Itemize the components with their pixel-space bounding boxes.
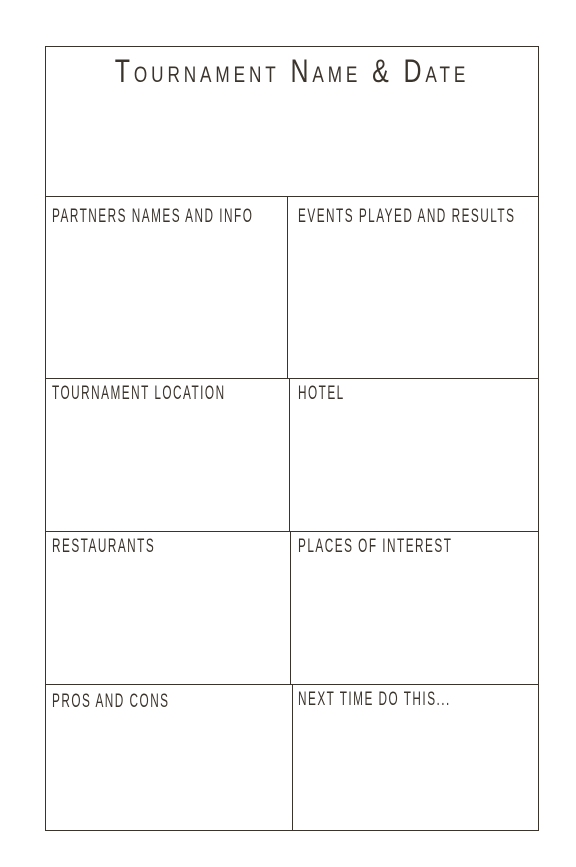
- pros-cons-label: PROS AND CONS: [52, 691, 170, 712]
- next-time-label: NEXT TIME DO THIS...: [298, 689, 451, 710]
- partners-label: PARTNERS NAMES AND INFO: [52, 206, 254, 227]
- page-title: Tournament Name & Date: [114, 53, 470, 89]
- row-divider: [46, 531, 538, 532]
- column-divider: [292, 684, 293, 830]
- places-label: PLACES OF INTEREST: [298, 536, 453, 557]
- column-divider: [290, 531, 291, 684]
- title-section: [46, 47, 538, 197]
- column-divider: [289, 378, 290, 531]
- location-label: TOURNAMENT LOCATION: [52, 383, 226, 404]
- tournament-planner-sheet: [45, 46, 539, 831]
- restaurants-label: RESTAURANTS: [52, 536, 156, 557]
- row-divider: [46, 378, 538, 379]
- events-label: EVENTS PLAYED AND RESULTS: [298, 206, 516, 227]
- hotel-label: HOTEL: [298, 383, 345, 404]
- column-divider: [287, 197, 288, 378]
